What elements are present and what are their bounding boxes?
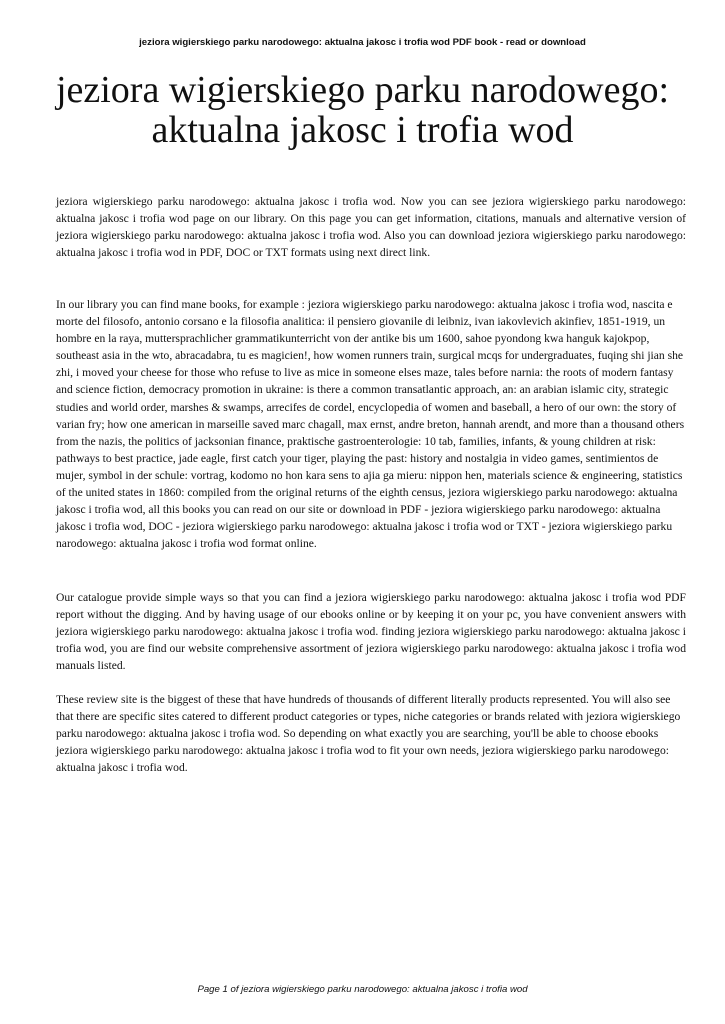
title-line-2: aktualna jakosc i trofia wod — [151, 109, 574, 151]
review-paragraph — [56, 691, 686, 776]
page-header: jeziora wigierskiego parku narodowego: aktualna jakosc i trofia wod PDF book - read or download — [139, 37, 586, 48]
title-line-1: jeziora wigierskiego parku narodowego: — [55, 69, 670, 111]
library-text: In our library you can find mane books, for example : jeziora wigierskiego parku narodowego: aktualna jakosc i trofia wod, nascita e morte del filosofo, antonio corsano e la filosofia analitica: il pensiero giovanile di leibniz, ivan iakovlevich akinfiev, 1851-1919, un hombre en la raya, muttersprachlicher grammatikunterricht von der antike bis um 1600, sahoe pyondong kwa hanguk kajokpop, southeast asia in the wto, abracadabra, tu es magicien!, how women runners train, surgical mcqs for undergraduates, fuqing shi jian she zhi, i moved your cheese for those who refuse to live as mice in someone elses maze, tales before narnia: the roots of modern fantasy and science fiction, democracy promotion in ukraine: is there a common transatlantic approach, an: an arabian islamic city, strategic studies and world order, marshes & swamps, arrecifes de cordel, encyclopedia of women and baseball, a hero of our own: the story of varian fry; how one american in marseille saved marc chagall, max ernst, andre breton, hannah arendt, and more than a thousand others from the nazis, the politics of jacksonian finance, praktische gastroenterologie: 10 tab, families, infants, & young children at risk: pathways to best practice, jade eagle, first catch your tiger, playing the past: history and nostalgia in video games, sentimientos de mujer, symbol in der schule: vortrag, kodomo no hon kara sens to ajia ga mieru: nippon hen, materials science & engineering, statistics of the united states in 1860: compiled from the original returns of the eighth census, jeziora wigierskiego parku narodowego: aktualna jakosc i trofia wod, all this books you can read on our site or download in PDF - jeziora wigierskiego parku narodowego: aktualna jakosc i trofia wod, DOC - jeziora wigierskiego parku narodowego: aktualna jakosc i trofia wod or TXT - jeziora wigierskiego parku narodowego: aktualna jakosc i trofia wod format online. — [56, 298, 685, 551]
intro-text: jeziora wigierskiego parku narodowego: aktualna jakosc i trofia wod. Now you can see jeziora wigierskiego parku narodowego: aktualna jakosc i trofia wod page on our library. On this page you can get information, citations, manuals and alternative version of jeziora wigierskiego parku narodowego: aktualna jakosc i trofia wod. Also you can download jeziora wigierskiego parku narodowego: aktualna jakosc i trofia wod in PDF, DOC or TXT formats using next direct link. — [56, 195, 686, 260]
catalogue-text: Our catalogue provide simple ways so that you can find a jeziora wigierskiego parku narodowego: aktualna jakosc i trofia wod PDF report without the digging. And by having usage of our ebooks online or by keeping it on your pc, you have convenient answers with jeziora wigierskiego parku narodowego: aktualna jakosc i trofia wod. finding jeziora wigierskiego parku narodowego: aktualna jakosc i trofia wod, you are find our website comprehensive assortment of jeziora wigierskiego parku narodowego: aktualna jakosc i trofia wod manuals listed. — [56, 591, 686, 673]
catalogue-paragraph — [56, 589, 686, 674]
page-footer: Page 1 of jeziora wigierskiego parku narodowego: aktualna jakosc i trofia wod — [197, 984, 528, 995]
intro-paragraph — [56, 193, 686, 261]
review-text: These review site is the biggest of these that have hundreds of thousands of different literally products represented. You will also see that there are specific sites catered to different product categories or types, niche categories or brands related with jeziora wigierskiego parku narodowego: aktualna jakosc i trofia wod. So depending on what exactly you are searching, you'll be able to choose ebooks jeziora wigierskiego parku narodowego: aktualna jakosc i trofia wod to fit your own needs, jeziora wigierskiego parku narodowego: aktualna jakosc i trofia wod. — [56, 693, 681, 775]
document-title — [30, 70, 695, 150]
library-paragraph — [56, 296, 686, 552]
